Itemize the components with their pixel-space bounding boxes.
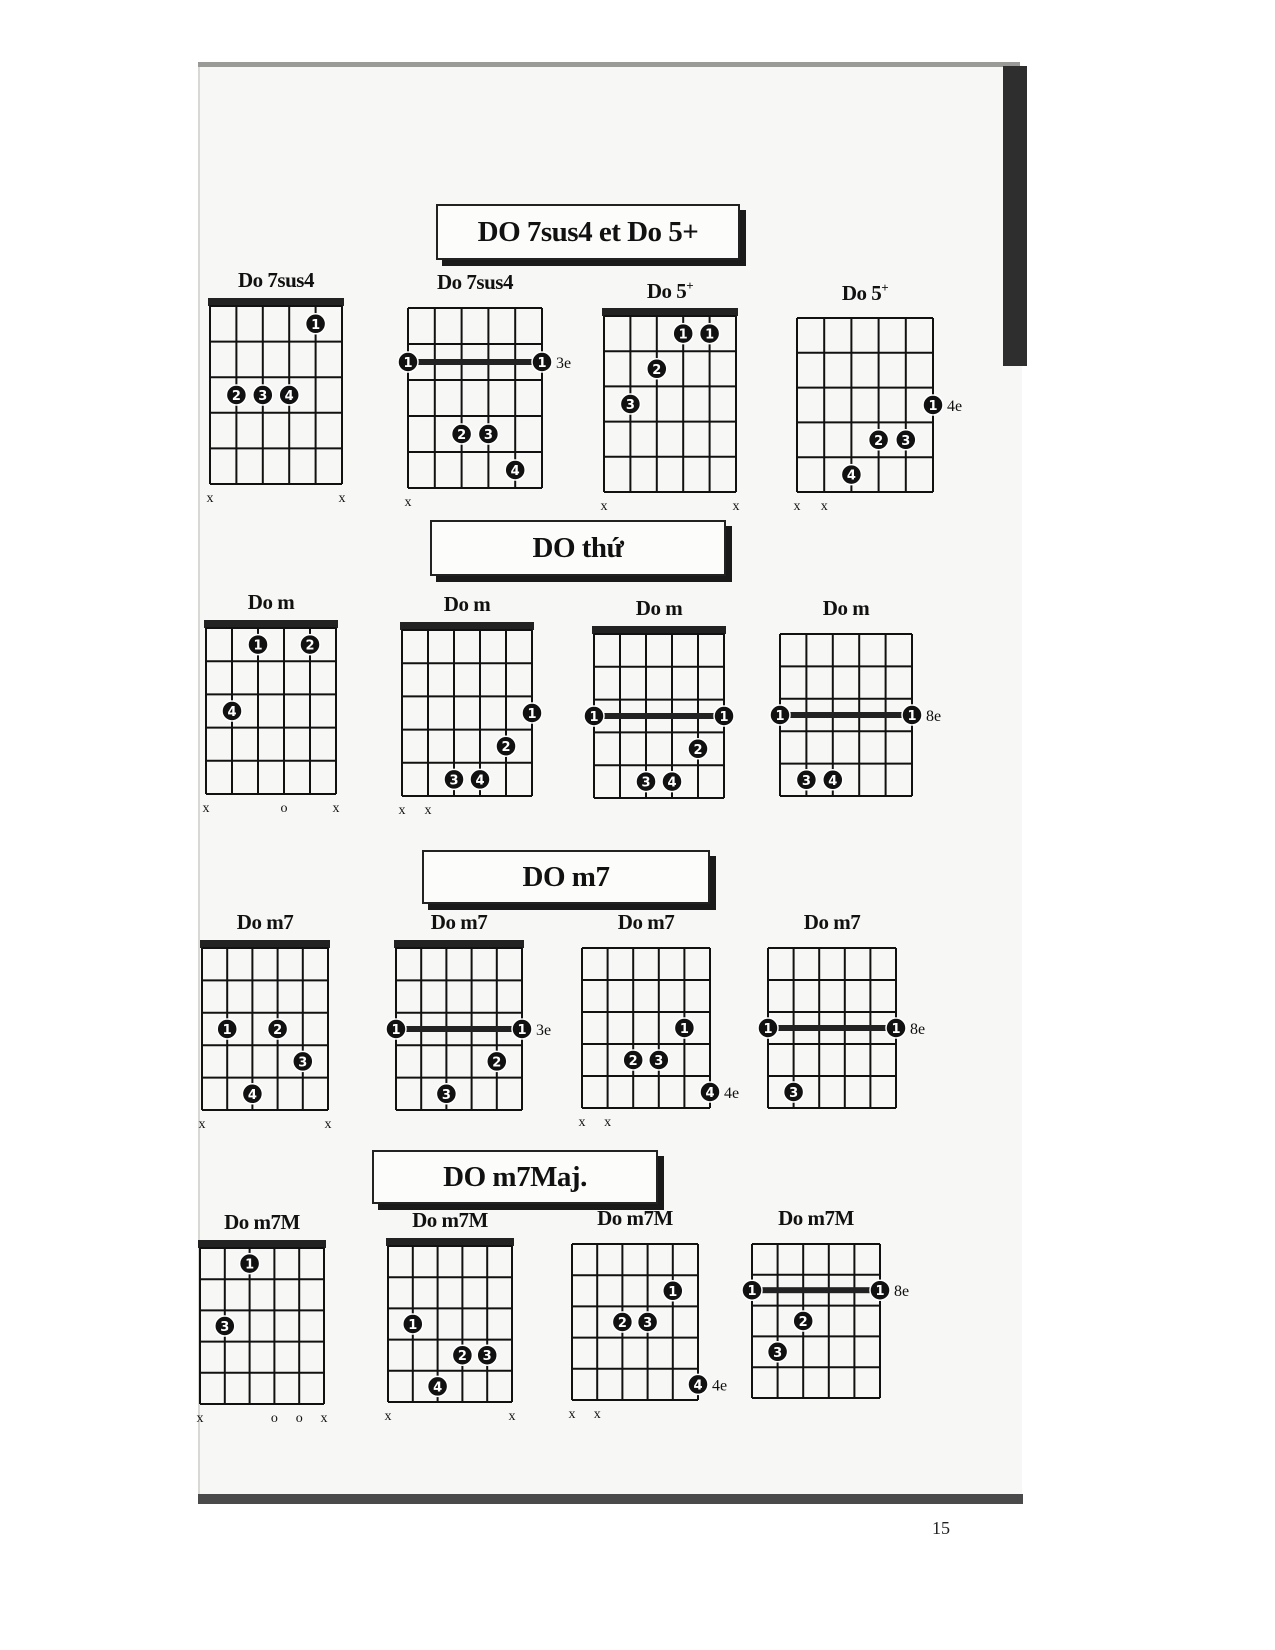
finger-dot [428,1376,448,1396]
finger-number: 1 [253,638,263,654]
finger-dot [869,430,889,450]
finger-dot [902,705,922,725]
finger-dot [496,736,516,756]
finger-dot [636,772,656,792]
nut-bar [602,308,738,316]
chord-diagram [589,596,729,832]
finger-dot [673,324,693,344]
muted-string-marker: x [793,499,801,514]
finger-dot [841,465,861,485]
finger-dot [532,352,552,372]
finger-dot [293,1051,313,1071]
finger-number: 2 [231,389,241,404]
nut-bar [204,620,338,628]
finger-number: 3 [643,1316,653,1331]
finger-number: 1 [679,1022,689,1037]
page-shadow-edge [1003,66,1027,366]
fretboard [386,1240,564,1436]
chord-diagram [763,910,926,1142]
finger-dot [870,1280,890,1300]
fret-position-label: 8e [926,708,942,725]
finger-dot [784,1082,804,1102]
chord-name: Do m7 [803,910,861,934]
finger-dot [444,769,464,789]
finger-dot [758,1018,778,1038]
chord-diagram [775,596,942,830]
barre-bar [752,1287,880,1293]
finger-number: 2 [652,362,662,378]
chord-name: Do m [822,596,870,620]
muted-string-marker: x [338,491,346,506]
chord-name: Do 7sus4 [238,268,314,292]
finger-dot [522,703,542,723]
finger-dot [886,1018,906,1038]
chord-diagram [198,1210,326,1438]
nut-bar [198,1240,326,1248]
open-string-marker: o [280,801,288,816]
muted-string-marker: x [332,801,340,816]
finger-dot [896,430,916,450]
muted-string-marker: x [324,1117,332,1132]
muted-string-marker: x [600,499,608,514]
finger-number: 2 [617,1316,627,1331]
finger-number: 2 [492,1055,502,1071]
finger-number: 1 [763,1022,773,1037]
finger-dot [770,705,790,725]
finger-dot [505,460,525,480]
finger-number: 3 [789,1086,799,1101]
open-string-marker: o [270,1411,278,1426]
finger-number: 1 [403,356,413,371]
muted-string-marker: x [398,803,406,818]
finger-number: 1 [775,709,785,724]
chord-diagram [602,278,738,526]
finger-number: 4 [693,1378,703,1394]
section-title-text: DO m7Maj. [443,1160,587,1193]
nut-bar [200,940,330,948]
muted-string-marker: x [196,1411,204,1426]
finger-dot [215,1316,235,1336]
finger-dot [512,1019,532,1039]
fretboard [208,300,394,518]
finger-dot [279,385,299,405]
barre-bar [594,713,724,719]
finger-dot [700,324,720,344]
finger-dot [470,769,490,789]
chord-diagram [200,910,330,1144]
finger-number: 2 [457,1349,467,1365]
section-title-m7maj [372,1150,658,1204]
section-title-text: DO thứ [532,531,624,564]
finger-number: 3 [441,1087,451,1103]
finger-number: 4 [828,773,838,789]
fretboard [763,942,948,1142]
finger-number: 1 [678,327,688,343]
finger-number: 1 [668,1284,678,1300]
fretboard [198,1242,376,1438]
finger-number: 1 [891,1022,901,1037]
finger-number: 3 [641,775,651,791]
finger-dot [386,1019,406,1039]
finger-number: 2 [273,1023,283,1038]
finger-number: 3 [625,398,635,413]
finger-dot [253,385,273,405]
chord-name: Do m7 [236,910,294,934]
fretboard [200,942,380,1144]
muted-string-marker: x [593,1407,601,1422]
muted-string-marker: x [320,1411,328,1426]
finger-dot [403,1314,423,1334]
finger-dot [714,706,734,726]
muted-string-marker: x [202,801,210,816]
section-title-7sus4 [436,204,740,260]
finger-number: 1 [589,710,599,725]
open-string-marker: o [295,1411,303,1426]
finger-number: 4 [510,464,520,479]
finger-dot [662,772,682,792]
finger-dot [663,1281,683,1301]
chord-name: Do m [443,592,491,616]
finger-dot [742,1280,762,1300]
finger-number: 1 [907,709,917,724]
barre-bar [768,1025,896,1031]
finger-number: 3 [258,389,268,404]
muted-string-marker: x [820,499,828,514]
fretboard [403,302,594,522]
chord-name: Do m7M [597,1206,673,1230]
fret-position-label: 4e [947,398,963,415]
finger-dot [649,1050,669,1070]
chord-diagram [398,592,537,830]
finger-dot [796,770,816,790]
finger-number: 4 [846,468,856,484]
chord-diagram [578,910,740,1142]
finger-number: 2 [628,1054,638,1069]
finger-number: 3 [482,1349,492,1365]
muted-string-marker: x [578,1115,586,1130]
finger-dot [398,352,418,372]
finger-dot [452,1345,472,1365]
finger-number: 2 [798,1315,808,1330]
finger-number: 1 [537,356,547,371]
section-title-text: DO m7 [522,860,610,893]
finger-dot [226,385,246,405]
finger-number: 1 [928,399,938,414]
chord-name: Do 5+ [841,280,889,305]
finger-number: 4 [667,775,677,791]
fretboard [391,942,574,1144]
page-number: 15 [932,1518,950,1538]
finger-dot [248,635,268,655]
chord-diagram [386,1208,514,1436]
finger-dot [478,424,498,444]
finger-number: 4 [227,705,237,720]
muted-string-marker: x [508,1409,516,1424]
finger-number: 2 [874,433,884,449]
chord-diagram [204,590,338,828]
finger-dot [700,1082,720,1102]
finger-number: 3 [801,773,811,789]
chord-name: Do m7M [412,1208,488,1232]
finger-number: 3 [298,1055,308,1071]
fret-position-label: 4e [724,1085,740,1102]
finger-number: 4 [247,1087,257,1103]
finger-dot [240,1254,260,1274]
finger-number: 2 [693,742,703,758]
finger-dot [242,1084,262,1104]
finger-number: 1 [517,1023,527,1038]
finger-number: 1 [705,327,715,343]
fretboard [775,628,964,830]
fretboard [747,1238,932,1432]
muted-string-marker: x [384,1409,392,1424]
muted-string-marker: x [732,499,740,514]
finger-dot [217,1019,237,1039]
finger-number: 1 [875,1284,885,1300]
chord-name: Do m7M [224,1210,300,1234]
fret-position-label: 4e [712,1377,728,1395]
finger-number: 1 [311,317,321,333]
finger-dot [436,1084,456,1104]
chord-diagram [568,1206,728,1434]
finger-dot [452,424,472,444]
chord-name: Do m7 [617,910,675,934]
finger-dot [300,635,320,655]
finger-number: 2 [501,740,511,756]
finger-number: 1 [222,1023,232,1038]
fretboard [570,1238,750,1434]
chord-name: Do 5+ [646,278,694,303]
chord-name: Do 7sus4 [437,270,513,294]
finger-dot [477,1345,497,1365]
section-title-m7 [422,850,710,904]
finger-dot [647,359,667,379]
section-title-minor [430,520,726,576]
finger-dot [487,1051,507,1071]
finger-dot [688,739,708,759]
fret-position-label: 3e [556,355,572,372]
finger-number: 3 [654,1054,664,1069]
finger-number: 4 [705,1086,715,1101]
finger-number: 3 [449,773,459,789]
muted-string-marker: x [424,803,432,818]
finger-dot [823,770,843,790]
finger-dot [222,701,242,721]
finger-number: 3 [773,1345,783,1361]
chord-name: Do m [635,596,683,620]
chord-diagram [793,280,963,526]
finger-dot [584,706,604,726]
fret-position-label: 3e [536,1022,552,1039]
page-top-edge [198,62,1020,67]
chord-name: Do m7 [430,910,488,934]
chord-diagram [403,270,572,522]
section-title-text: DO 7sus4 et Do 5+ [477,215,699,248]
fretboard [204,622,388,828]
chord-name: Do m7M [778,1206,854,1230]
fretboard [602,310,788,526]
finger-dot [612,1312,632,1332]
chord-name: Do m [247,590,295,614]
page-bottom-edge [198,1494,1023,1504]
finger-number: 1 [391,1023,401,1038]
fretboard [589,628,776,832]
nut-bar [394,940,524,948]
finger-number: 1 [719,710,729,725]
finger-number: 1 [408,1318,418,1333]
chord-diagram [208,268,344,518]
nut-bar [208,298,344,306]
nut-bar [592,626,726,634]
muted-string-marker: x [568,1407,576,1422]
finger-dot [674,1018,694,1038]
finger-dot [638,1312,658,1332]
finger-number: 4 [433,1380,443,1396]
finger-number: 2 [457,428,467,443]
finger-number: 1 [245,1257,255,1273]
fret-position-label: 8e [894,1283,910,1301]
muted-string-marker: x [604,1115,612,1130]
muted-string-marker: x [198,1117,206,1132]
barre-bar [780,712,912,718]
finger-number: 3 [483,428,493,443]
finger-dot [268,1019,288,1039]
fretboard [795,312,985,526]
finger-number: 1 [527,707,537,722]
finger-dot [768,1342,788,1362]
chord-diagram [747,1206,910,1432]
nut-bar [400,622,534,630]
muted-string-marker: x [404,495,412,510]
fretboard [400,624,584,830]
finger-dot [623,1050,643,1070]
finger-number: 4 [475,773,485,789]
fret-position-label: 8e [910,1021,926,1038]
finger-number: 3 [901,433,911,449]
finger-dot [923,395,943,415]
barre-bar [408,359,542,365]
fretboard [580,942,762,1142]
finger-dot [688,1374,708,1394]
barre-bar [396,1026,522,1032]
finger-dot [793,1311,813,1331]
finger-number: 4 [284,389,294,404]
finger-number: 2 [305,638,315,654]
finger-number: 3 [220,1320,230,1335]
nut-bar [386,1238,514,1246]
chord-diagram [391,910,552,1144]
finger-dot [306,314,326,334]
muted-string-marker: x [206,491,214,506]
finger-number: 1 [747,1284,757,1300]
finger-dot [620,394,640,414]
